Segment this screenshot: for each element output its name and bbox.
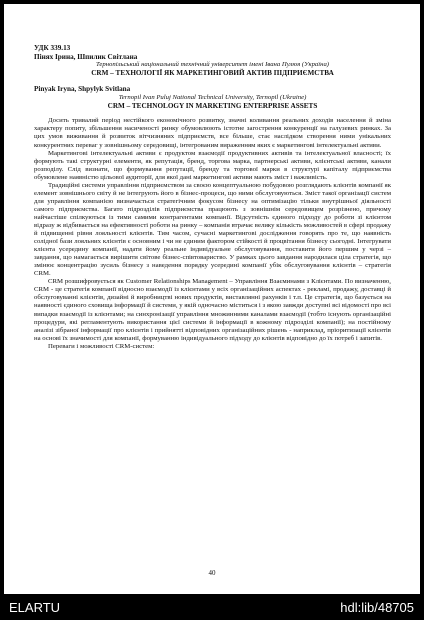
paragraph-2: Маркетингові інтелектуальні активи є продуктом взаємодії продуктивних активів та інтелектуальної власності; їх формують такі структурні елементи, як репутація, бренд, торгова марка, партнерські активи, клієнтські активи, канали розподілу. Слід визнати, що формування репутації, бренду та торгової марки в структурі капіталу підприємства обумовлене наявністю цільової аудиторії, для якої дані маркетингові активи мають зміст і важливість. xyxy=(34,149,391,181)
title-en: CRM – TECHNOLOGY IN MARKETING ENTERPRISE ASSETS xyxy=(107,101,318,110)
paragraph-1: Досить тривалий період нестійкого економічного розвитку, значні коливання реальних доходів населення й зміна характеру попиту, збільшення насиченості ринку обумовлюють істотне загострення конкуренції на галузевих ринках. За цих умов виживання й розвиток вітчизняних підприємств, все більше, стає наслідком створення ними унікальних конкурентних переваг у зовнішньому середовищі, інтегрованим вираженням яких є маркетингові інтелектуальні активи. xyxy=(34,117,391,149)
repository-name: ELARTU xyxy=(9,600,61,615)
article-content xyxy=(34,44,391,351)
footer-bar xyxy=(0,596,424,620)
affiliation-en: Ternopil Ivan Puluj National Technical University, Ternopil (Ukraine) xyxy=(118,93,307,101)
handle-id: hdl:lib/48705 xyxy=(340,600,414,615)
document-page xyxy=(4,4,420,594)
authors-uk: Пінях Ірина, Шпилик Світлана xyxy=(34,52,138,61)
paragraph-5: Переваги і можливості CRM-систем: xyxy=(48,342,155,350)
paragraph-3: Традиційні системи управління підприємством за своєю концептуальною побудовою розглядають клієнтів компанії як елемент зовнішнього світу й не інтегрують його в бізнес-процеси, що ними обслуговуються. Зміст такої організації систем для управління компанією визначається стратегічним фокусом бізнесу на оптимізацію тільки внутрішньої діяльності самого підприємства. Багато підрозділів підприємства працюють з зовнішнім середовищем розрізнено, причому найчастіше спілкуються із тими самими контрагентами компанії. Відсутність єдиного підходу до роботи зі клієнтом відразу ж відбивається на ефективності роботи на ринку – компанія втрачає велику кількість можливостей в сфері продажу й підвищенні рівня лояльності клієнтів. Тим часом, сучасні маркетингові дослідження говорять про те, що наявність солідної бази лояльних клієнтів є основним і чи не єдиним фактором стійкості й процвітання бізнесу сьогодні. Інтегрувати клієнта усередину компанії, надати йому реальне індивідуальне обслуговування, поставити його першим у черзі – завдання, що намагається вирішити світове бізнес-співтовариство. У рамках цього завдання народилася ціла стратегія, що змінює концентрацію зусиль бізнесу з наведення порядку усередині компанії убік обслуговування клієнтів – стратегія CRM. xyxy=(34,181,391,278)
title-uk: CRM – ТЕХНОЛОГІЇ ЯК МАРКЕТИНГОВИЙ АКТИВ ПІДПРИЄМСТВА xyxy=(91,69,334,78)
affiliation-uk: Тернопільський національний технічний університет імені Івана Пулюя (Україна) xyxy=(95,61,330,69)
authors-en: Pinyak Iryna, Shpylyk Svitlana xyxy=(34,84,131,93)
udk-code: УДК 339.13 xyxy=(34,44,71,52)
page-number: 40 xyxy=(208,569,216,577)
paragraph-4: CRM розшифровується як Customer Relationships Management – Управління Взаєминами з Клієнтами. По визначенню, CRM - це стратегія компанії відносно взаємодії із клієнтами у всіх організаційних аспектах - рекламі, продажу, доставці й обслуговуванні клієнтів, дизайні й виробництві нових продуктів, виставлянні рахунків і т.п. Це стратегія, що базується на наявності єдиного сховища інформації й системи, у якій одночасно міститься і з якою завжди доступні всі відомості про всі випадки взаємодії із клієнтами; на синхронізації управління множинними каналами взаємодії (тобто існують організаційні процедури, які регламентують використання цієї системи й інформації в кожному підрозділі компанії); на постійному аналізі зібраної інформації про клієнтів і прийнятті відповідних організаційних рішень - наприклад, пріоритизації клієнтів на основі їх значимості для компанії, формуванню індивідуального підходу до клієнтів відповідно до їх потреб і запитів. xyxy=(34,278,391,342)
